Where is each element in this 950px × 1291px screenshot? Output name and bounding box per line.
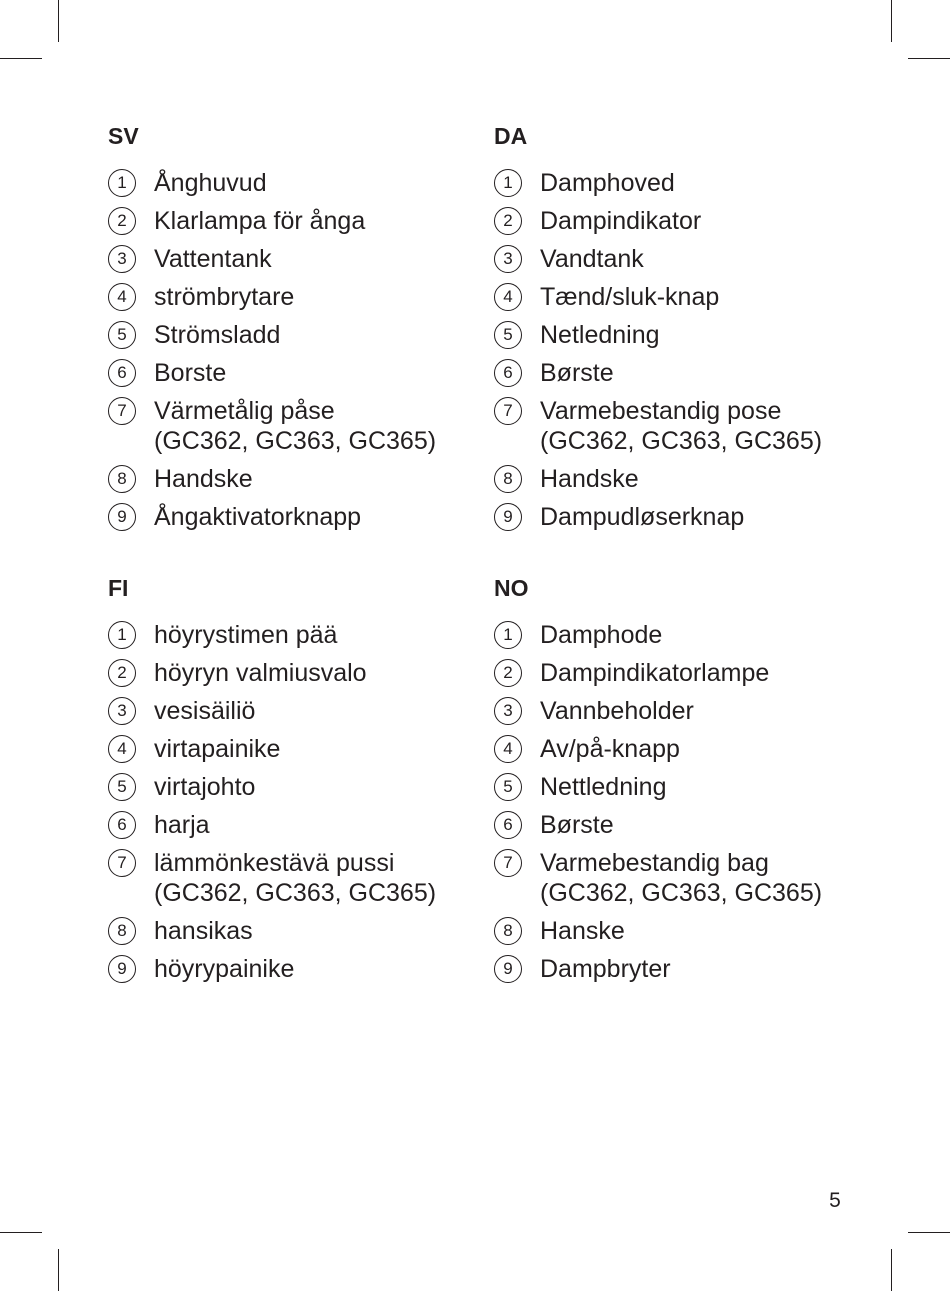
item-number-badge: 2 xyxy=(108,659,136,687)
item-number-badge: 4 xyxy=(494,283,522,311)
item-label-text: virtapainike xyxy=(154,735,281,763)
list-item xyxy=(494,502,854,532)
item-number-badge: 1 xyxy=(494,621,522,649)
item-label-text: Netledning xyxy=(540,321,660,349)
item-label xyxy=(540,168,675,198)
item-label xyxy=(154,810,210,840)
list-item xyxy=(108,848,468,908)
item-label xyxy=(154,848,436,908)
list-item xyxy=(494,168,854,198)
item-label-text: Värmetålig påse xyxy=(154,397,335,425)
item-number-badge: 3 xyxy=(494,697,522,725)
item-number-badge: 5 xyxy=(494,321,522,349)
list-item xyxy=(494,464,854,494)
list-item xyxy=(494,810,854,840)
list-item xyxy=(108,620,468,650)
item-label-text: Ånghuvud xyxy=(154,169,267,197)
item-label-text: Dampindikator xyxy=(540,207,702,235)
item-number-badge: 9 xyxy=(108,955,136,983)
item-label-text: hansikas xyxy=(154,917,253,945)
item-label xyxy=(154,358,226,388)
list-item xyxy=(494,396,854,456)
item-number-badge: 2 xyxy=(494,207,522,235)
item-model-numbers: (GC362, GC363, GC365) xyxy=(540,879,823,907)
item-number-badge: 3 xyxy=(494,245,522,273)
item-number-badge: 2 xyxy=(494,659,522,687)
crop-mark xyxy=(891,1249,892,1291)
item-label xyxy=(540,502,744,532)
item-label-text: Damphoved xyxy=(540,169,675,197)
item-label-text: Damphode xyxy=(540,621,663,649)
item-number-badge: 5 xyxy=(108,321,136,349)
item-number-badge: 6 xyxy=(494,359,522,387)
item-model-numbers: (GC362, GC363, GC365) xyxy=(540,427,823,455)
item-number-badge: 5 xyxy=(494,773,522,801)
item-label-text: Vannbeholder xyxy=(540,697,694,725)
item-label-text: Dampindikatorlampe xyxy=(540,659,770,687)
list-item xyxy=(494,620,854,650)
item-label-text: Borste xyxy=(154,359,227,387)
item-label-text: Børste xyxy=(540,811,614,839)
item-model-numbers: (GC362, GC363, GC365) xyxy=(154,427,437,455)
crop-mark xyxy=(891,0,892,42)
item-label xyxy=(540,282,719,312)
item-label-text: Tænd/sluk-knap xyxy=(540,283,720,311)
item-label xyxy=(540,696,694,726)
item-number-badge: 4 xyxy=(108,283,136,311)
list-item xyxy=(108,734,468,764)
item-label xyxy=(540,206,701,236)
section-title: DA xyxy=(494,123,528,149)
item-label xyxy=(540,358,614,388)
item-label xyxy=(154,954,294,984)
item-label-text: vesisäiliö xyxy=(154,697,256,725)
item-label-text: Klarlampa för ånga xyxy=(154,207,366,235)
item-label-text: strömbrytare xyxy=(154,283,295,311)
parts-list xyxy=(108,168,468,532)
list-item xyxy=(494,848,854,908)
item-number-badge: 9 xyxy=(494,503,522,531)
item-label xyxy=(540,954,671,984)
list-item xyxy=(108,696,468,726)
item-number-badge: 7 xyxy=(108,849,136,877)
item-label-text: virtajohto xyxy=(154,773,256,801)
item-label xyxy=(540,734,680,764)
list-item xyxy=(108,810,468,840)
item-label xyxy=(154,916,253,946)
item-label xyxy=(540,464,639,494)
item-label xyxy=(154,696,255,726)
list-item xyxy=(494,772,854,802)
item-label xyxy=(540,620,662,650)
parts-list xyxy=(494,620,854,984)
list-item xyxy=(494,658,854,688)
item-label-text: Varmebestandig bag xyxy=(540,849,769,877)
item-label-text: Av/på-knapp xyxy=(540,735,680,763)
list-item xyxy=(108,168,468,198)
item-label xyxy=(154,620,337,650)
list-item xyxy=(494,244,854,274)
item-number-badge: 4 xyxy=(108,735,136,763)
item-number-badge: 5 xyxy=(108,773,136,801)
item-label-text: Ångaktivatorknapp xyxy=(154,503,362,531)
parts-list xyxy=(494,168,854,532)
item-label xyxy=(540,916,625,946)
list-item xyxy=(494,916,854,946)
list-item xyxy=(108,658,468,688)
item-label xyxy=(154,658,367,688)
item-label-text: Vattentank xyxy=(154,245,272,273)
item-label-text: Strömsladd xyxy=(154,321,281,349)
item-number-badge: 6 xyxy=(108,811,136,839)
parts-list xyxy=(108,620,468,984)
item-label-text: Handske xyxy=(540,465,639,493)
item-label xyxy=(540,658,769,688)
item-label xyxy=(154,772,255,802)
item-label-text: Dampbryter xyxy=(540,955,671,983)
item-label xyxy=(540,848,822,908)
item-label-text: harja xyxy=(154,811,210,839)
item-number-badge: 1 xyxy=(494,169,522,197)
item-label xyxy=(540,396,822,456)
item-label xyxy=(154,320,280,350)
item-label-text: höyryn valmiusvalo xyxy=(154,659,367,687)
item-label xyxy=(154,502,361,532)
item-label xyxy=(540,810,614,840)
list-item xyxy=(494,358,854,388)
section-da xyxy=(494,122,854,540)
list-item xyxy=(494,282,854,312)
item-label xyxy=(154,734,280,764)
item-label xyxy=(540,772,666,802)
item-model-numbers: (GC362, GC363, GC365) xyxy=(154,879,437,907)
item-number-badge: 8 xyxy=(494,917,522,945)
crop-mark xyxy=(0,58,42,59)
item-number-badge: 7 xyxy=(494,397,522,425)
item-label-text: Nettledning xyxy=(540,773,667,801)
item-label xyxy=(540,244,644,274)
item-number-badge: 1 xyxy=(108,169,136,197)
list-item xyxy=(108,358,468,388)
list-item xyxy=(108,772,468,802)
item-number-badge: 6 xyxy=(494,811,522,839)
item-number-badge: 7 xyxy=(494,849,522,877)
list-item xyxy=(108,282,468,312)
crop-mark xyxy=(908,1232,950,1233)
item-label-text: Dampudløserknap xyxy=(540,503,745,531)
list-item xyxy=(108,916,468,946)
item-number-badge: 8 xyxy=(494,465,522,493)
item-label xyxy=(540,320,660,350)
item-number-badge: 8 xyxy=(108,917,136,945)
item-label xyxy=(154,206,365,236)
list-item xyxy=(494,734,854,764)
section-title: SV xyxy=(108,123,139,149)
item-number-badge: 3 xyxy=(108,245,136,273)
section-sv xyxy=(108,122,468,540)
item-number-badge: 3 xyxy=(108,697,136,725)
item-label-text: lämmönkestävä pussi xyxy=(154,849,395,877)
crop-mark xyxy=(0,1232,42,1233)
item-label-text: Varmebestandig pose xyxy=(540,397,782,425)
item-label-text: Vandtank xyxy=(540,245,644,273)
section-fi xyxy=(108,574,468,992)
section-no xyxy=(494,574,854,992)
list-item xyxy=(494,206,854,236)
crop-mark xyxy=(58,1249,59,1291)
list-item xyxy=(108,320,468,350)
item-number-badge: 7 xyxy=(108,397,136,425)
list-item xyxy=(108,464,468,494)
item-label xyxy=(154,396,436,456)
item-number-badge: 1 xyxy=(108,621,136,649)
item-label xyxy=(154,464,253,494)
item-label-text: Børste xyxy=(540,359,614,387)
list-item xyxy=(494,696,854,726)
crop-mark xyxy=(58,0,59,42)
item-number-badge: 9 xyxy=(494,955,522,983)
item-number-badge: 8 xyxy=(108,465,136,493)
item-label-text: höyrypainike xyxy=(154,955,295,983)
item-label-text: Handske xyxy=(154,465,253,493)
list-item xyxy=(108,244,468,274)
item-label xyxy=(154,282,294,312)
item-number-badge: 6 xyxy=(108,359,136,387)
item-number-badge: 4 xyxy=(494,735,522,763)
list-item xyxy=(108,206,468,236)
item-label xyxy=(154,244,272,274)
list-item xyxy=(494,954,854,984)
list-item xyxy=(108,502,468,532)
section-title: NO xyxy=(494,575,529,601)
section-title: FI xyxy=(108,575,129,601)
item-label-text: Hanske xyxy=(540,917,625,945)
list-item xyxy=(494,320,854,350)
crop-mark xyxy=(908,58,950,59)
item-label xyxy=(154,168,267,198)
list-item xyxy=(108,954,468,984)
item-number-badge: 2 xyxy=(108,207,136,235)
item-number-badge: 9 xyxy=(108,503,136,531)
item-label-text: höyrystimen pää xyxy=(154,621,338,649)
list-item xyxy=(108,396,468,456)
page-number: 5 xyxy=(829,1189,841,1212)
